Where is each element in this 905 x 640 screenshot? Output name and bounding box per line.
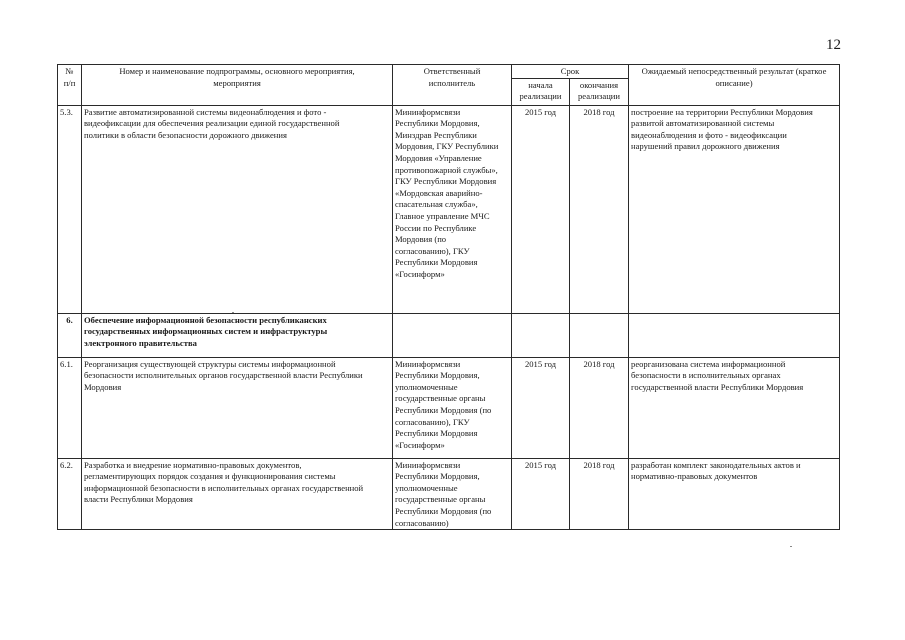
row-name: Развитие автоматизированной системы видеонаблюдения и фото - видеофиксации для обеспечения реализации единой государственной политики в области безопасности дорожного движения: [82, 105, 393, 313]
table-header-row: [58, 65, 840, 79]
row-end: [570, 313, 629, 357]
row-result: [629, 313, 840, 357]
header-executor: Ответственный исполнитель: [393, 65, 512, 106]
row-result: построение на территории Республики Мордовия развитой автоматизированной системы видеонаблюдения и фото - видеофиксации нарушений правил дорожного движения: [629, 105, 840, 313]
page-number: 12: [826, 37, 841, 53]
scan-speck: [790, 546, 792, 547]
row-num: 5.3.: [58, 105, 82, 313]
header-end: окончания реализации: [570, 78, 629, 105]
row-num: 6.: [58, 313, 82, 357]
row-result: разработан комплект законодательных актов и нормативно-правовых документов: [629, 458, 840, 530]
header-result: Ожидаемый непосредственный результат (краткое описание): [629, 65, 840, 106]
row-executor: [393, 313, 512, 357]
header-start: начала реализации: [512, 78, 570, 105]
row-start: 2015 год: [512, 105, 570, 313]
row-end: 2018 год: [570, 357, 629, 458]
row-num: 6.2.: [58, 458, 82, 530]
table-row: [58, 458, 840, 530]
table-row-section: [58, 313, 840, 357]
row-end: 2018 год: [570, 105, 629, 313]
row-start: 2015 год: [512, 357, 570, 458]
row-num: 6.1.: [58, 357, 82, 458]
scan-speck: [232, 312, 234, 313]
row-name: Разработка и внедрение нормативно-правовых документов, регламентирующих порядок создания и функционирования системы информационной безопасности в исполнительных органах государственной власти Республики Мордовия: [82, 458, 393, 530]
program-table: [57, 64, 840, 530]
header-name: Номер и наименование подпрограммы, основного мероприятия, мероприятия: [82, 65, 393, 106]
row-end: 2018 год: [570, 458, 629, 530]
row-start: [512, 313, 570, 357]
row-executor: Мининформсвязи Республики Мордовия, Минздрав Республики Мордовия, ГКУ Республики Мордовия «Управление противопожарной службы», ГКУ Республики Мордовия «Мордовская аварийно- спасательная служба», Главное управление МЧС России по Республике Мордовия (по согласованию), ГКУ Республики Мордовия «Госинформ»: [393, 105, 512, 313]
row-executor: Мининформсвязи Республики Мордовия, уполномоченные государственные органы Республики Мордовия (по согласованию): [393, 458, 512, 530]
header-term: Срок: [512, 65, 629, 79]
row-start: 2015 год: [512, 458, 570, 530]
header-num: № п/п: [58, 65, 82, 106]
row-executor: Мининформсвязи Республики Мордовия, уполномоченные государственные органы Республики Мордовия (по согласованию), ГКУ Республики Мордовия «Госинформ»: [393, 357, 512, 458]
row-name: Реорганизация существующей структуры системы информационной безопасности исполнительных органов государственной власти Республики Мордовия: [82, 357, 393, 458]
row-name: Обеспечение информационной безопасности республиканских государственных информационных систем и инфраструктуры электронного правительства: [82, 313, 393, 357]
table-row: [58, 105, 840, 313]
table-row: [58, 357, 840, 458]
row-result: реорганизована система информационной безопасности в исполнительных органах государственной власти Республики Мордовия: [629, 357, 840, 458]
